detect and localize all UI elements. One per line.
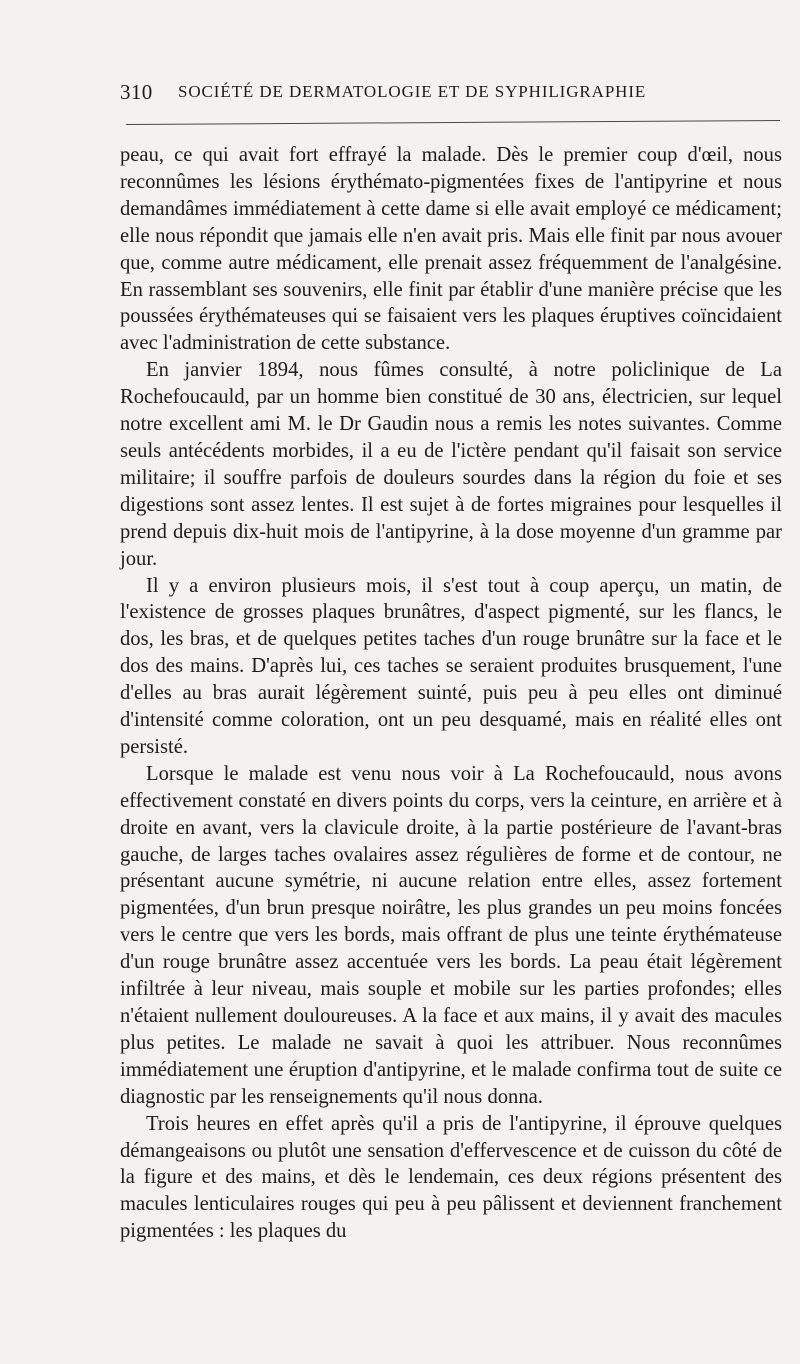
page-header — [120, 80, 780, 108]
header-rule — [126, 120, 780, 125]
paragraph-4: Lorsque le malade est venu nous voir à La Rochefoucauld, nous avons effectivement constaté en divers points du corps, vers la ceinture, en arrière et à droite en avant, vers la clavicule droite, à la partie postérieure de l'avant-bras gauche, de larges taches ovalaires assez régulières de forme et de contour, ne présentant aucune symétrie, ni aucune relation entre elles, assez fortement pigmentées, d'un brun presque noirâtre, les plus grandes un peu moins foncées vers le centre que vers les bords, mais offrant de plus une teinte érythémateuse d'un rouge brunâtre assez accentuée vers les bords. La peau était légèrement infiltrée à leur niveau, mais souple et mobile sur les parties profondes; elles n'étaient nullement douloureuses. A la face et aux mains, il y avait des macules plus petites. Le malade ne savait à quoi les attribuer. Nous reconnûmes immédiatement une éruption d'antipyrine, et le malade confirma tout de suite ce diagnostic par les renseignements qu'il nous donna. — [120, 762, 782, 1108]
page-number: 310 — [120, 80, 153, 104]
paragraph-3: Il y a environ plusieurs mois, il s'est tout à coup aperçu, un matin, de l'existence de grosses plaques brunâtres, d'aspect pigmenté, sur les flancs, le dos, les bras, et de quelques petites taches d'un rouge brunâtre sur la face et le dos des mains. D'après lui, ces taches se seraient produites brusquement, l'une d'elles au bras aurait légèrement suinté, puis peu à peu elles ont diminué d'intensité comme coloration, ont un peu desquamé, mais en réalité elles ont persisté. — [120, 574, 782, 758]
paragraph-1: peau, ce qui avait fort effrayé la malade. Dès le premier coup d'œil, nous reconnûmes les lésions érythémato-pigmentées fixes de l'antipyrine et nous demandâmes immédiatement à cette dame si elle avait employé ce médicament; elle nous répondit que jamais elle n'en avait pris. Mais elle finit par nous avouer que, comme autre médicament, elle prenait assez fréquemment de l'analgésine. En rassemblant ses souvenirs, elle finit par établir d'une manière précise que les poussées érythémateuses qui se faisaient vers les plaques éruptives coïncidaient avec l'administration de cette substance. — [120, 144, 782, 355]
paragraph-5: Trois heures en effet après qu'il a pris de l'antipyrine, il éprouve quelques démangeaisons ou plutôt une sensation d'effervescence et de cuisson du côté de la figure et des mains, et dès le lendemain, ces deux régions présentent des macules lenticulaires rouges qui peu à peu pâlissent et deviennent franchement pigmentées : les plaques du — [120, 1112, 782, 1243]
body-text — [120, 142, 782, 1245]
running-title: SOCIÉTÉ DE DERMATOLOGIE ET DE SYPHILIGRAPHIE — [178, 82, 647, 101]
paragraph-2: En janvier 1894, nous fûmes consulté, à notre policlinique de La Rochefoucauld, par un homme bien constitué de 30 ans, électricien, sur lequel notre excellent ami M. le Dr Gaudin nous a remis les notes suivantes. Comme seuls antécédents morbides, il a eu de l'ictère pendant qu'il faisait son service militaire; il souffre parfois de douleurs sourdes dans la région du foie et ses digestions sont assez lentes. Il est sujet à de fortes migraines pour lesquelles il prend depuis dix-huit mois de l'antipyrine, à la dose moyenne d'un gramme par jour. — [120, 359, 782, 570]
